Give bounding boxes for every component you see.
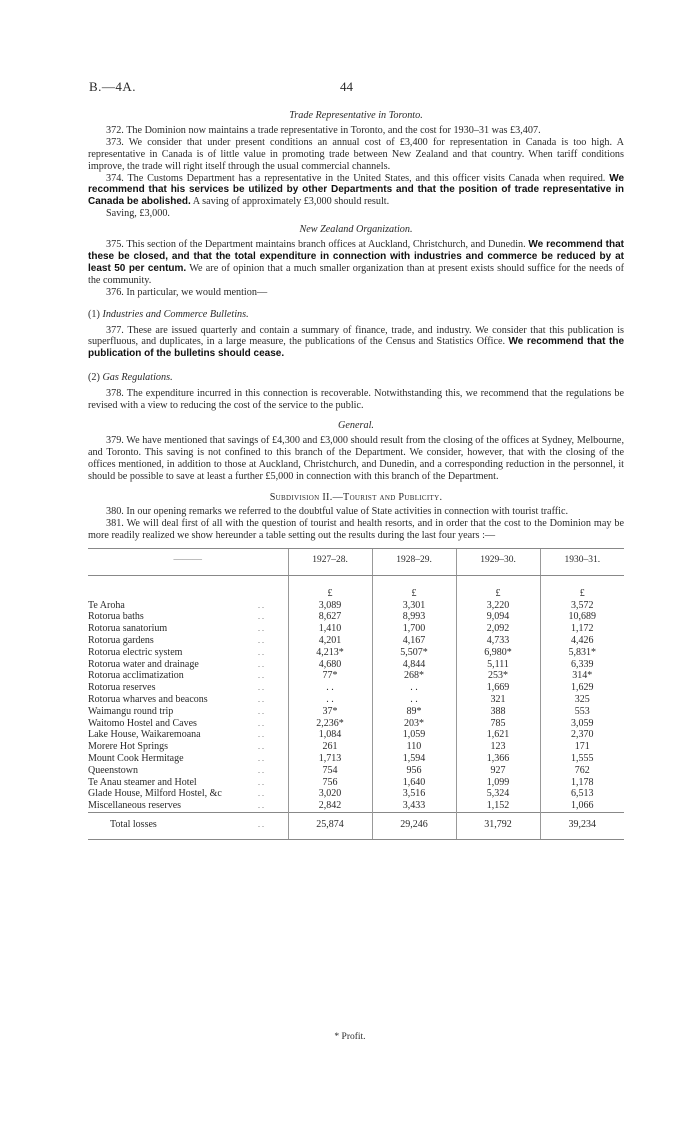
row-leader-dots: . . [258, 624, 264, 634]
row-leader-dots: . . [258, 742, 264, 752]
heading-2-number: (2) [88, 372, 100, 384]
row-leader-dots: . . [258, 694, 264, 704]
row-value: 3,433 [372, 800, 456, 812]
currency-symbol: £ [456, 588, 540, 600]
row-value: 8,993 [372, 611, 456, 623]
row-leader-dots: . . [258, 789, 264, 799]
row-label: Te Aroha [88, 599, 125, 611]
table-row [88, 718, 624, 730]
recommendation-375: We recommend that these be closed, and that the total expenditure in connection with industries and commerce be reduced by at least 50 per centum. [88, 239, 624, 274]
row-value: 1,066 [540, 800, 624, 812]
table-row [88, 741, 624, 753]
heading-industries-bulletins [88, 309, 624, 321]
row-value: 956 [372, 765, 456, 777]
row-value: 3,059 [540, 718, 624, 730]
row-leader-dots: . . [258, 706, 264, 716]
row-value: 3,089 [288, 600, 372, 612]
row-label: Rotorua baths [88, 611, 144, 623]
row-value: 29,246 [372, 812, 456, 839]
row-leader-dots: . . [258, 730, 264, 740]
row-value: 1,669 [456, 682, 540, 694]
table-header-blank: ——— [88, 549, 288, 576]
row-label: Mount Cook Hermitage [88, 752, 184, 764]
row-leader-dots: . . [258, 765, 264, 775]
row-value: 4,680 [288, 659, 372, 671]
row-label: Te Anau steamer and Hotel [88, 776, 197, 788]
paragraph-376: 376. In particular, we would mention— [106, 286, 268, 298]
table-row [88, 647, 624, 659]
recommendation-377: We recommend that the publication of the bulletins should cease. [88, 336, 625, 360]
section-title-trade-toronto: Trade Representative in Toronto. [289, 110, 423, 121]
row-label: Rotorua sanatorium [88, 623, 168, 635]
table-row [88, 800, 624, 812]
row-label: Rotorua gardens [88, 634, 154, 646]
row-value: 123 [456, 741, 540, 753]
row-value: 1,700 [372, 623, 456, 635]
row-value: 10,689 [540, 611, 624, 623]
row-value: 2,092 [456, 623, 540, 635]
row-value: 1,621 [456, 729, 540, 741]
row-value: 5,507* [372, 647, 456, 659]
row-label: Waimangu round trip [88, 705, 174, 717]
row-leader-dots: . . [258, 718, 264, 728]
row-value: 9,094 [456, 611, 540, 623]
paragraph-374-text-a: 374. The Customs Department has a representative in the United States, and this officer visits Canada when required. [106, 172, 606, 184]
row-leader-dots: . . [258, 647, 264, 657]
paragraph-375-text-a: 375. This section of the Department maintains branch offices at Auckland, Christchurch, and Dunedin. [106, 239, 526, 251]
page-number: 44 [340, 79, 353, 94]
table-row [88, 659, 624, 671]
row-label: Rotorua acclimatization [88, 670, 184, 682]
row-value: 1,099 [456, 777, 540, 789]
row-leader-dots: . . [258, 812, 288, 839]
row-leader-dots: . . [258, 777, 264, 787]
row-value: 39,234 [540, 812, 624, 839]
row-value: 1,640 [372, 777, 456, 789]
row-label: Queenstown [88, 764, 138, 776]
row-value: 5,111 [456, 659, 540, 671]
row-label: Rotorua wharves and beacons [88, 693, 208, 705]
row-value: 553 [540, 706, 624, 718]
paragraph-378: 378. The expenditure incurred in this connection is recoverable. Notwithstanding this, we recommend that the regulations be revised with a view to reducing the cost of the service to the public. [88, 388, 624, 412]
row-value: 785 [456, 718, 540, 730]
row-value: 1,178 [540, 777, 624, 789]
row-value: 3,516 [372, 788, 456, 800]
table-row [88, 623, 624, 635]
row-value: 4,844 [372, 659, 456, 671]
currency-symbol: £ [540, 588, 624, 600]
row-value: 1,594 [372, 753, 456, 765]
row-value: 3,220 [456, 600, 540, 612]
row-leader-dots: . . [258, 801, 264, 811]
row-leader-dots: . . [258, 635, 264, 645]
row-value: 321 [456, 694, 540, 706]
row-label: Rotorua reserves [88, 682, 156, 694]
row-leader-dots: . . [258, 600, 264, 610]
row-value: 3,572 [540, 600, 624, 612]
paragraph-375-text-b: We are of opinion that a much smaller organization than at present exists should suffice for the needs of the community. [88, 262, 624, 286]
section-title-nz-organization: New Zealand Organization. [299, 224, 413, 236]
row-value: 8,627 [288, 611, 372, 623]
row-value: . . [288, 694, 372, 706]
column-header-1929: 1929–30. [456, 549, 540, 576]
row-value: 1,555 [540, 753, 624, 765]
currency-row [88, 576, 624, 588]
row-value: . . [288, 682, 372, 694]
row-leader-dots: . . [258, 683, 264, 693]
table-row [88, 600, 624, 612]
table-row [88, 753, 624, 765]
paragraph-374 [88, 173, 624, 209]
row-value: 5,831* [540, 647, 624, 659]
row-label: Lake House, Waikaremoana [88, 729, 201, 741]
paragraph-379: 379. We have mentioned that savings of £4,300 and £3,000 should result from the closing of the offices at Sydney, Melbourne, and Toronto. This saving is not confined to this branch of the Department. We consider, however, that with the closing of the offices mentioned, in addition to those at Auckland, Christchurch, and Dunedin, and a corresponding reduction in the personnel, it should be possible to save at least a further £5,000 in connection with this branch of the Department. [88, 434, 624, 482]
row-value: 754 [288, 765, 372, 777]
table-row [88, 729, 624, 741]
row-leader-dots: . . [258, 671, 264, 681]
row-value: 1,713 [288, 753, 372, 765]
row-value: 4,167 [372, 635, 456, 647]
table-row [88, 682, 624, 694]
row-value: 4,426 [540, 635, 624, 647]
row-value: 1,152 [456, 800, 540, 812]
heading-gas-regulations [88, 372, 624, 384]
heading-2-title: Gas Regulations. [102, 372, 173, 384]
row-label: Miscellaneous reserves [88, 800, 182, 812]
row-value: 1,084 [288, 729, 372, 741]
row-label: Rotorua water and drainage [88, 658, 199, 670]
currency-symbol: £ [372, 588, 456, 600]
table-header-row [88, 549, 624, 576]
row-value: 3,301 [372, 600, 456, 612]
row-value: 6,513 [540, 788, 624, 800]
row-value: 1,059 [372, 729, 456, 741]
row-value: 261 [288, 741, 372, 753]
row-leader-dots: . . [258, 659, 264, 669]
row-value: . . [372, 682, 456, 694]
currency-symbol: £ [288, 588, 372, 600]
paragraph-372: 372. The Dominion now maintains a trade representative in Toronto, and the cost for 1930–31 was £3,407. [106, 124, 541, 136]
table-row [88, 670, 624, 682]
row-value: 756 [288, 777, 372, 789]
subdivision-title: Subdivision II.—Tourist and Publicity. [269, 492, 443, 504]
row-value: 171 [540, 741, 624, 753]
row-value: 762 [540, 765, 624, 777]
row-value: 253* [456, 670, 540, 682]
saving-line: Saving, £3,000. [106, 208, 170, 220]
table-row [88, 706, 624, 718]
row-label: Total losses [88, 812, 258, 839]
row-value: . . [372, 694, 456, 706]
row-value: 388 [456, 706, 540, 718]
row-value: 5,324 [456, 788, 540, 800]
table-row [88, 635, 624, 647]
row-value: 203* [372, 718, 456, 730]
column-header-1927: 1927–28. [288, 549, 372, 576]
row-value: 314* [540, 670, 624, 682]
row-value: 3,020 [288, 788, 372, 800]
row-value: 268* [372, 670, 456, 682]
column-header-1928: 1928–29. [372, 549, 456, 576]
paragraph-374-text-b: A saving of approximately £3,000 should result. [192, 196, 390, 208]
resorts-cost-table [88, 548, 624, 840]
currency-row [88, 588, 624, 600]
row-value: 927 [456, 765, 540, 777]
table-row [88, 611, 624, 623]
row-leader-dots: . . [258, 612, 264, 622]
row-value: 325 [540, 694, 624, 706]
row-value: 37* [288, 706, 372, 718]
paragraph-373: 373. We consider that under present conditions an annual cost of £3,400 for representation in Canada is too high. A representative in Canada is of little value in promoting trade between New Zealand and that country. When tariff conditions improve, the trade will right itself through the usual commercial channels. [88, 136, 624, 172]
document-reference: B.—4A. [89, 79, 137, 94]
table-row [88, 788, 624, 800]
table-row [88, 777, 624, 789]
recommendation-374: We recommend that his services be utilized by other Departments and that the position of trade representative in Canada be abolished. [88, 172, 625, 208]
paragraph-380: 380. In our opening remarks we referred to the doubtful value of State activities in connection with tourist traffic. [106, 506, 569, 518]
row-value: 2,236* [288, 718, 372, 730]
paragraph-375 [88, 239, 624, 287]
row-value: 4,201 [288, 635, 372, 647]
row-value: 1,410 [288, 623, 372, 635]
table-row [88, 765, 624, 777]
document-body [88, 110, 624, 840]
row-value: 25,874 [288, 812, 372, 839]
heading-1-title: Industries and Commerce Bulletins. [102, 308, 249, 320]
row-value: 77* [288, 670, 372, 682]
heading-1-number: (1) [88, 308, 100, 320]
row-value: 110 [372, 741, 456, 753]
paragraph-377 [88, 325, 624, 361]
row-leader-dots: . . [258, 753, 264, 763]
row-value: 1,172 [540, 623, 624, 635]
footnote: * Profit. [334, 1032, 366, 1042]
total-row [88, 812, 624, 839]
paragraph-381: 381. We will deal first of all with the question of tourist and health resorts, and in order that the cost to the Dominion may be more readily realized we show hereunder a table setting out the results during the last four years :— [88, 518, 624, 542]
row-value: 4,733 [456, 635, 540, 647]
column-header-1930: 1930–31. [540, 549, 624, 576]
row-value: 2,842 [288, 800, 372, 812]
row-value: 6,980* [456, 647, 540, 659]
row-value: 1,629 [540, 682, 624, 694]
row-value: 1,366 [456, 753, 540, 765]
row-label: Rotorua electric system [88, 646, 183, 658]
row-label: Morere Hot Springs [88, 741, 168, 753]
row-value: 89* [372, 706, 456, 718]
row-value: 2,370 [540, 729, 624, 741]
row-label: Waitomo Hostel and Caves [88, 717, 197, 729]
section-title-general: General. [338, 419, 374, 431]
row-value: 4,213* [288, 647, 372, 659]
row-label: Glade House, Milford Hostel, &c [88, 788, 222, 800]
table-row [88, 694, 624, 706]
row-value: 6,339 [540, 659, 624, 671]
paragraph-377-text-a: 377. These are issued quarterly and contain a summary of finance, trade, and industry. We consider that this publication is superfluous, and duplicates, in a large measure, the publications of the Census and Statistics Office. [88, 324, 624, 348]
row-value: 31,792 [456, 812, 540, 839]
